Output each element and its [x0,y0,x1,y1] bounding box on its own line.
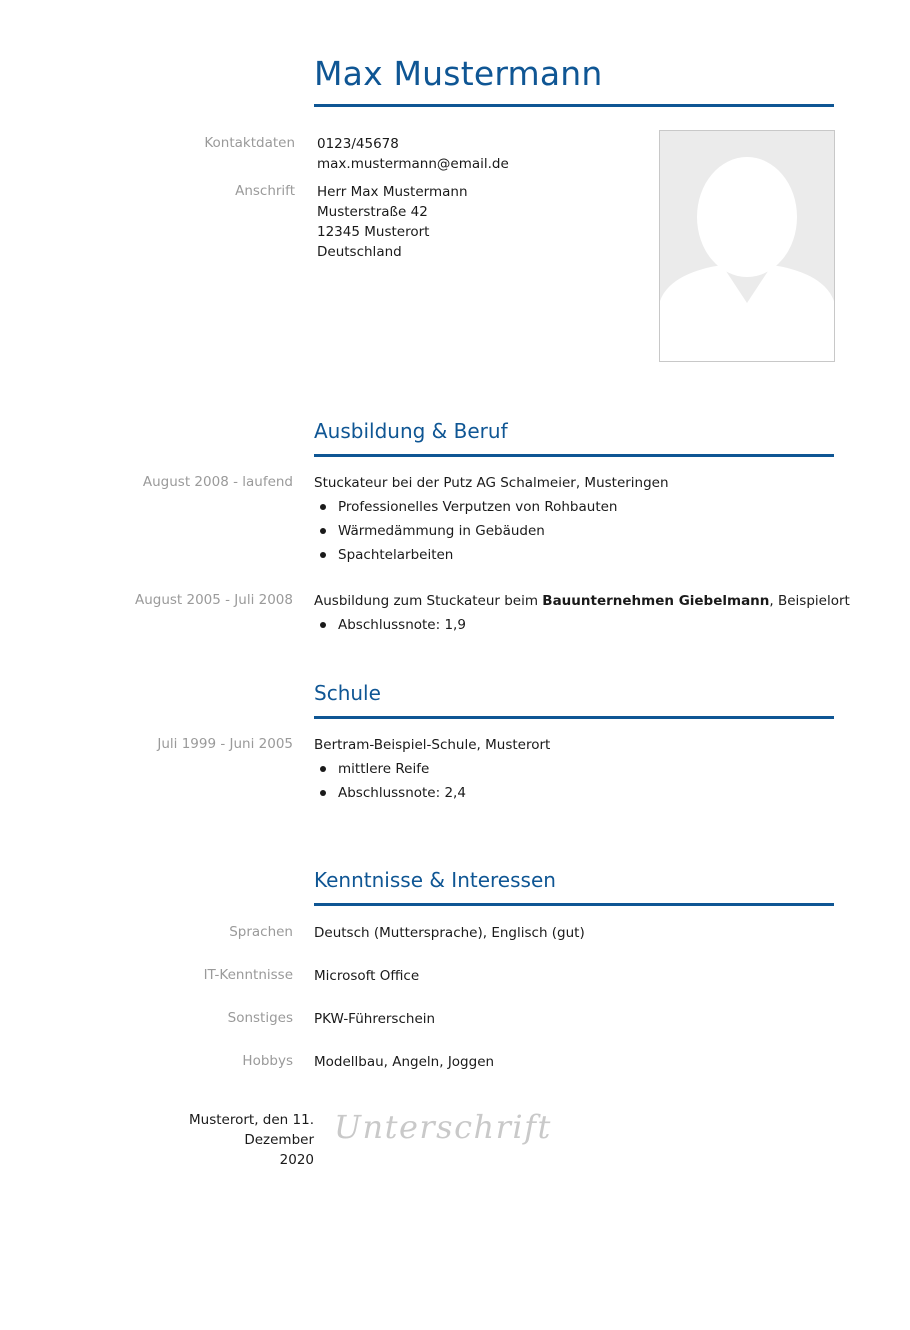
list-item: Abschlussnote: 2,4 [315,781,466,805]
skill-label: Hobbys [242,1053,293,1069]
entry-title-suffix: , Beispielort [769,593,850,609]
section-title-skills: Kenntnisse & Interessen [314,868,556,892]
skill-value: Microsoft Office [314,968,420,984]
section-divider [314,454,834,457]
list-item: Wärmedämmung in Gebäuden [315,519,618,543]
avatar-silhouette-icon [660,131,834,361]
place-date-line: 2020 [279,1152,314,1168]
skill-label: IT-Kenntnisse [203,967,293,983]
section-title-career: Ausbildung & Beruf [314,419,508,443]
email-address: max.mustermann@email.de [317,156,509,172]
phone-number: 0123/45678 [317,136,399,152]
signature-placeholder: Unterschrift [334,1108,552,1146]
address-line: Musterstraße 42 [317,204,428,220]
skill-value: Modellbau, Angeln, Joggen [314,1054,495,1070]
entry-title-prefix: Ausbildung zum Stuckateur beim [314,593,543,609]
entry-title: Bertram-Beispiel-Schule, Musterort [314,737,551,753]
profile-photo-placeholder [659,130,835,362]
section-divider [314,903,834,906]
place-date-line: Musterort, den 11. Dezember [189,1112,314,1148]
section-title-school: Schule [314,681,381,705]
entry-bullets [315,495,618,567]
skill-label: Sprachen [229,924,293,940]
title-divider [314,104,834,107]
address-line: 12345 Musterort [317,224,430,240]
list-item: Professionelles Verputzen von Rohbauten [315,495,618,519]
entry-bullets [315,613,466,637]
skill-label: Sonstiges [227,1010,293,1026]
contact-label: Kontaktdaten [204,135,295,151]
entry-title-company: Bauunternehmen Giebelmann [542,593,770,609]
list-item: Abschlussnote: 1,9 [315,613,466,637]
place-date [120,1110,314,1170]
entry-title: Stuckateur bei der Putz AG Schalmeier, Musteringen [314,475,669,491]
entry-title [314,591,850,611]
entry-bullets [315,757,466,805]
section-divider [314,716,834,719]
address-line: Deutschland [317,244,402,260]
skill-value: PKW-Führerschein [314,1011,436,1027]
skill-value: Deutsch (Muttersprache), Englisch (gut) [314,925,585,941]
list-item: Spachtelarbeiten [315,543,618,567]
address-line: Herr Max Mustermann [317,184,468,200]
entry-date: Juli 1999 - Juni 2005 [157,736,293,752]
page-title: Max Mustermann [314,54,603,93]
entry-date: August 2008 - laufend [142,474,293,490]
entry-date: August 2005 - Juli 2008 [134,592,293,608]
list-item: mittlere Reife [315,757,466,781]
address-label: Anschrift [235,183,295,199]
